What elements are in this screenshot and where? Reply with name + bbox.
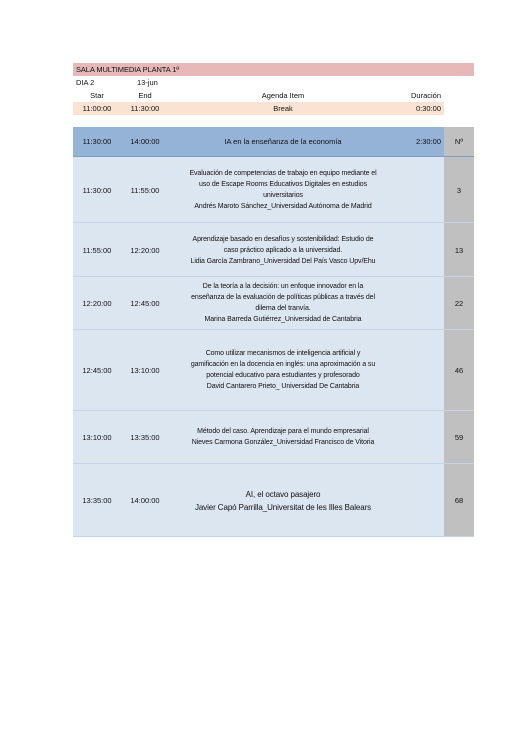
talk-line: Aprendizaje basado en desafíos y sostenibilidad: Estudio de [192, 236, 374, 243]
talk-number: 59 [454, 433, 464, 442]
agenda-sheet [73, 63, 474, 537]
number-header: Nº [454, 137, 464, 146]
talk-end: 12:45:00 [130, 299, 160, 308]
talk-start: 13:10:00 [82, 433, 112, 442]
break-duration: 0:30:00 [415, 104, 441, 113]
break-end: 11:30:00 [130, 104, 160, 113]
talk-line: dilema del tranvía. [255, 305, 311, 312]
talk-line: David Cantarero Prieto_ Universidad De Cantabria [206, 383, 360, 390]
talk-line: Nieves Carmona González_Universidad Francisco de Vitoria [191, 439, 375, 446]
talk-description [169, 426, 397, 448]
day-label: DIA 2 [76, 78, 95, 87]
session-start: 11:30:00 [82, 137, 112, 146]
session-end: 14:00:00 [130, 137, 160, 146]
col-end-header: End [138, 91, 152, 100]
col-duration-header: Duración [410, 91, 441, 100]
number-header-cell [444, 127, 474, 156]
talk-line: Evaluación de competencias de trabajo en equipo mediante el [189, 170, 377, 177]
talk-number-cell [444, 277, 474, 329]
talk-line: universitarios [263, 192, 303, 199]
break-item: Break [273, 104, 293, 113]
talk-line: potencial educativo para estudiantes y profesorado [206, 372, 360, 379]
talk-number-cell [444, 330, 474, 410]
talk-start: 12:20:00 [82, 299, 112, 308]
talk-line: enseñanza de la evaluación de políticas públicas a través del [191, 294, 375, 301]
talk-end: 12:20:00 [130, 246, 160, 255]
talk-start: 11:30:00 [82, 186, 112, 195]
talk-number: 13 [454, 246, 464, 255]
col-start-header: Star [90, 91, 104, 100]
talk-row [73, 464, 474, 537]
session-duration: 2:30:00 [415, 137, 441, 146]
talk-number: 3 [456, 186, 462, 195]
talk-start: 13:35:00 [82, 496, 112, 505]
talk-line: Andrés Maroto Sánchez_Universidad Autónoma de Madrid [194, 203, 372, 210]
talk-number: 22 [454, 299, 464, 308]
talk-line: Método del caso. Aprendizaje para el mundo empresarial [197, 428, 369, 435]
talk-number-cell [444, 223, 474, 276]
break-row [73, 102, 474, 115]
column-header-row [73, 89, 474, 102]
talk-description [169, 348, 397, 392]
talk-line: caso práctico aplicado a la universidad. [223, 247, 343, 254]
talk-number-cell [444, 157, 474, 222]
talk-line: uso de Escape Rooms Educativos Digitales en estudios [199, 181, 367, 188]
talk-line: gamificación en la docencia en inglés: una aproximación a su [190, 361, 376, 368]
col-agenda-header: Agenda Item [261, 91, 305, 100]
day-date: 13-jun [137, 78, 158, 87]
talk-line: De la teoría a la decisión: un enfoque innovador en la [202, 283, 364, 290]
talk-start: 12:45:00 [82, 366, 112, 375]
session-row [73, 127, 474, 157]
talk-start: 11:55:00 [82, 246, 112, 255]
talk-end: 13:35:00 [130, 433, 160, 442]
talk-line: Lidia García Zambrano_Universidad Del País Vasco Upv/Ehu [190, 258, 376, 265]
talk-line: Como utilizar mecanismos de inteligencia artificial y [205, 350, 361, 357]
talk-description [169, 234, 397, 267]
talk-end: 13:10:00 [130, 366, 160, 375]
talk-line: Javier Capó Parrilla_Universitat de les Illes Balears [194, 503, 372, 512]
talk-row [73, 277, 474, 330]
talk-number: 46 [454, 366, 464, 375]
talk-row [73, 330, 474, 411]
room-title-row [73, 63, 474, 76]
talk-number: 68 [454, 496, 464, 505]
talk-row [73, 411, 474, 464]
day-row [73, 76, 474, 89]
talk-description [169, 488, 397, 514]
room-title: SALA MULTIMEDIA PLANTA 1ª [76, 65, 179, 74]
talk-description [169, 281, 397, 325]
talk-row [73, 223, 474, 277]
talk-line: Marina Barreda Gutiérrez_Universidad de Cantabria [204, 316, 362, 323]
session-title: IA en la enseñanza de la economía [224, 137, 342, 146]
break-start: 11:00:00 [82, 104, 112, 113]
talk-row [73, 157, 474, 223]
talk-end: 14:00:00 [130, 496, 160, 505]
talk-end: 11:55:00 [130, 186, 160, 195]
talk-number-cell [444, 464, 474, 536]
talk-line: AI, el octavo pasajero [245, 490, 321, 499]
talk-number-cell [444, 411, 474, 463]
talk-description [169, 168, 397, 212]
